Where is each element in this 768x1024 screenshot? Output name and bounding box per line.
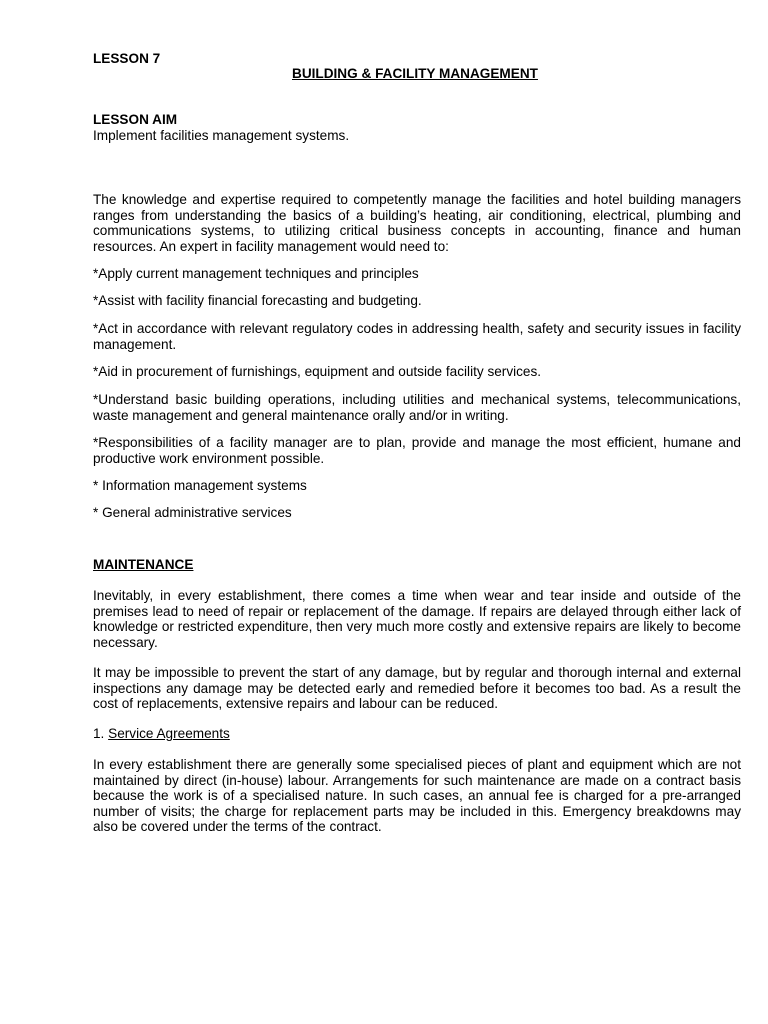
bullet-item-1: *Apply current management techniques and principles xyxy=(93,266,419,281)
bullet-item-8: * General administrative services xyxy=(93,505,292,520)
intro-paragraph: The knowledge and expertise required to competently manage the facilities and hotel building managers ranges from understanding the basics of a building’s heating, air conditioning, electrical, plumbing and communications systems, to utilizing critical business concepts in accounting, finance and human resources. An expert in facility management would need to: xyxy=(93,192,741,254)
lesson-label: LESSON 7 xyxy=(93,51,161,66)
lesson-aim-heading: LESSON AIM xyxy=(93,112,178,127)
bullet-item-4: *Aid in procurement of furnishings, equipment and outside facility services. xyxy=(93,364,542,379)
maintenance-paragraph-2: It may be impossible to prevent the start of any damage, but by regular and thorough internal and external inspections any damage may be detected early and remedied before it becomes too bad. As a result the cost of replacements, extensive repairs and labour can be reduced. xyxy=(93,665,741,712)
lesson-aim-text: Implement facilities management systems. xyxy=(93,128,350,143)
maintenance-heading: MAINTENANCE xyxy=(93,557,194,572)
service-heading-text: Service Agreements xyxy=(108,726,230,741)
service-agreements-paragraph: In every establishment there are generally some specialised pieces of plant and equipment which are not maintained by direct (in-house) labour. Arrangements for such maintenance are made on a contract basis because the work is of a specialised nature. In such cases, an annual fee is charged for a pre-arranged number of visits; the charge for replacement parts may be included in this. Emergency breakdowns may also be covered under the terms of the contract. xyxy=(93,757,741,835)
service-number: 1. xyxy=(93,726,109,741)
bullet-item-5: *Understand basic building operations, including utilities and mechanical systems, telecommunications, waste management and general maintenance orally and/or in writing. xyxy=(93,392,741,423)
bullet-item-7: * Information management systems xyxy=(93,478,307,493)
maintenance-paragraph-1: Inevitably, in every establishment, there comes a time when wear and tear inside and outside of the premises lead to need of repair or replacement of the damage. If repairs are delayed through either lack of knowledge or restricted expenditure, then very much more costly and extensive repairs are likely to become necessary. xyxy=(93,588,741,650)
service-agreements-heading xyxy=(93,726,230,742)
bullet-item-6: *Responsibilities of a facility manager are to plan, provide and manage the most efficient, humane and productive work environment possible. xyxy=(93,435,741,466)
bullet-item-3: *Act in accordance with relevant regulatory codes in addressing health, safety and security issues in facility management. xyxy=(93,321,741,352)
document-title: BUILDING & FACILITY MANAGEMENT xyxy=(292,66,538,81)
bullet-item-2: *Assist with facility financial forecasting and budgeting. xyxy=(93,293,422,308)
